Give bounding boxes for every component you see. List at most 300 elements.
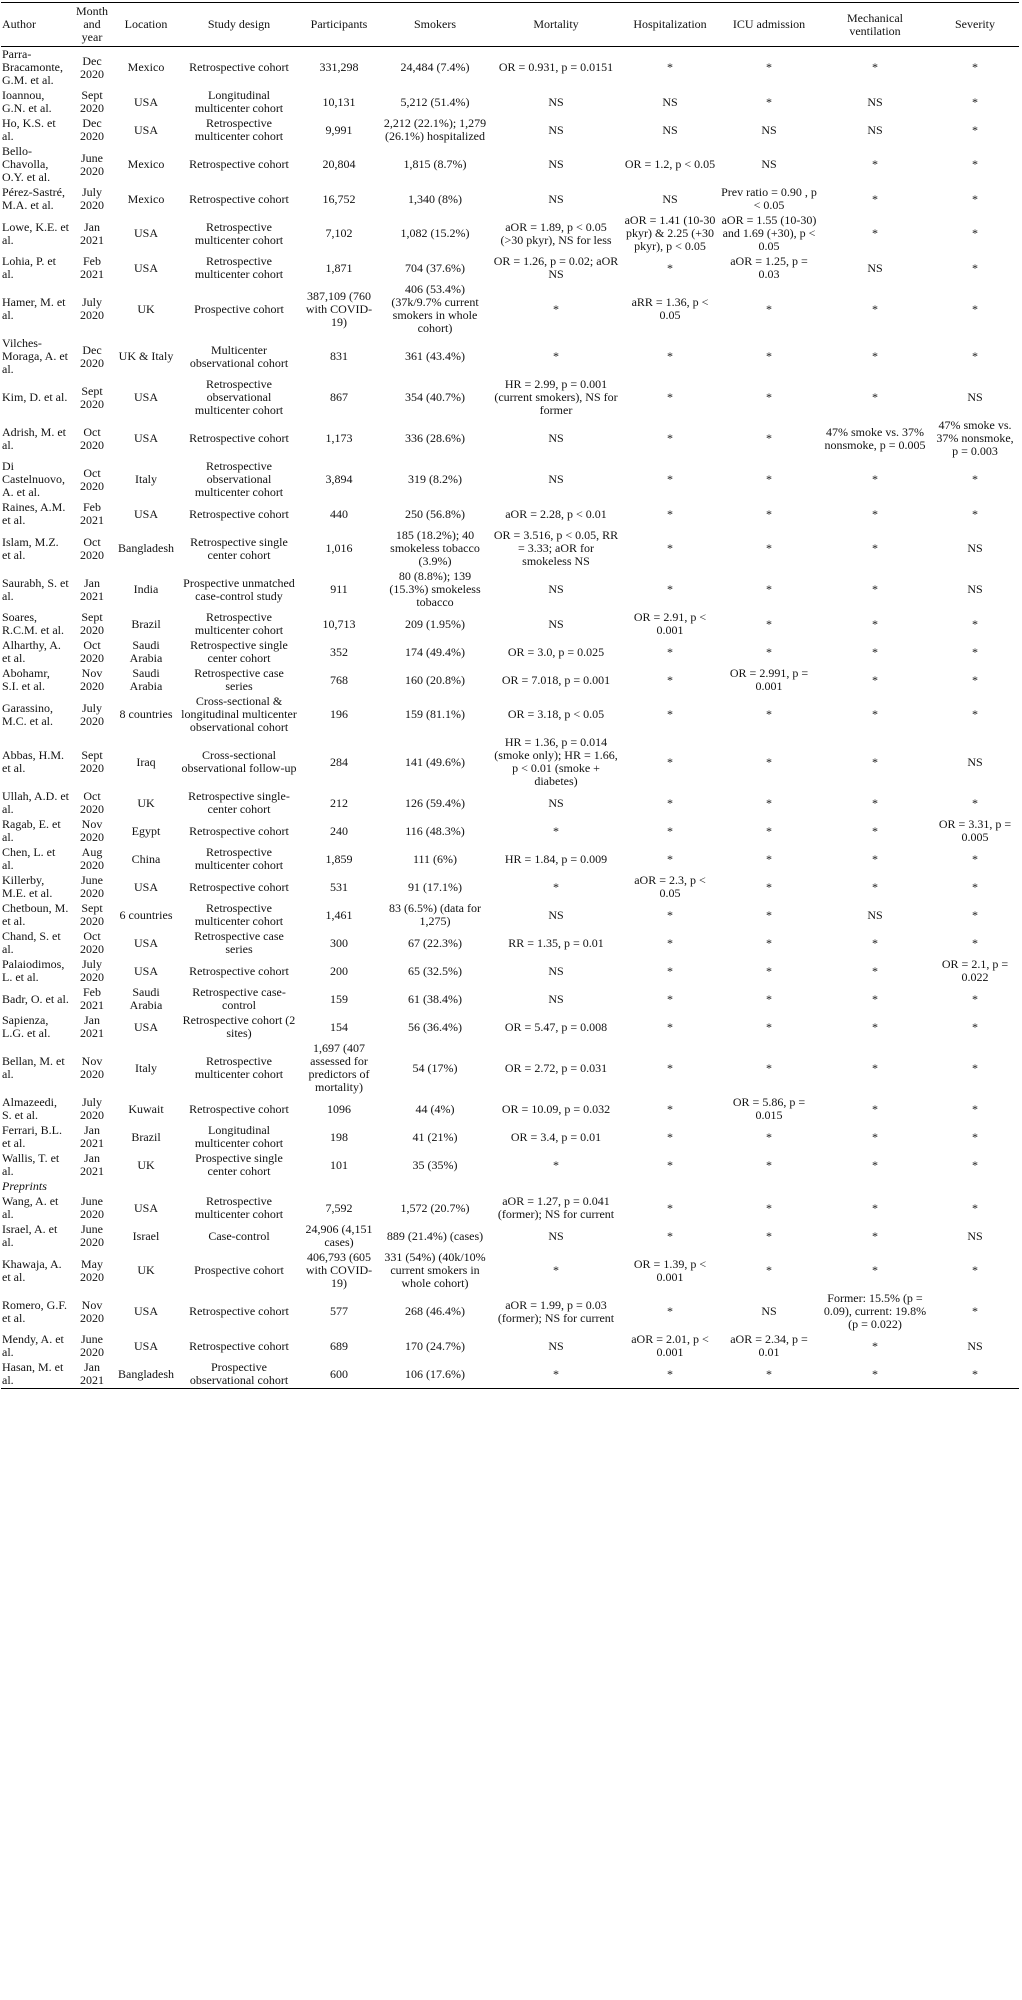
cell-study-design: Retrospective observational multicenter cohort: [194, 377, 284, 417]
cell-study-design: Retrospective cohort: [189, 506, 289, 521]
cell-mortality: *: [491, 1360, 621, 1389]
cell-hospitalization: aOR = 1.41 (10-30 pkyr) & 2.25 (+30 pkyr), p < 0.05: [624, 213, 716, 253]
cell-participants: 352: [330, 644, 348, 659]
cell-mortality: NS: [548, 795, 564, 810]
table-row: [1, 1194, 1019, 1222]
cell-study-design: Cross-sectional observational follow-up: [181, 748, 297, 775]
cell-study-design: Cross-sectional & longitudinal multicenter observational cohort: [181, 694, 297, 734]
cell-icu-admission: aOR = 1.55 (10-30) and 1.69 (+30), p < 0.05: [721, 213, 817, 253]
cell-location: Saudi Arabia: [129, 985, 163, 1012]
cell-participants: 406,793 (605 with COVID-19): [305, 1250, 373, 1290]
cell-author: Romero, G.F. et al.: [2, 1297, 68, 1325]
cell-smokers: 126 (59.4%): [405, 795, 465, 810]
table-row: [1, 569, 1019, 610]
cell-severity: NS: [967, 582, 983, 596]
cell-hospitalization: *: [667, 1200, 673, 1215]
cell-severity: *: [972, 707, 978, 721]
cell-hospitalization: *: [667, 991, 673, 1006]
cell-hospitalization: *: [667, 1228, 673, 1243]
cell-icu-admission: *: [766, 349, 772, 363]
cell-smokers: 704 (37.6%): [405, 260, 465, 275]
cell-icu-admission: *: [766, 60, 772, 74]
cell-mechanical-ventilation: *: [872, 60, 878, 74]
table-row: [1, 213, 1019, 254]
cell-participants: 212: [330, 795, 348, 810]
cell-study-design: Retrospective multicenter cohort: [194, 116, 284, 143]
cell-icu-admission: *: [766, 1200, 772, 1215]
table-row: [1, 47, 1019, 89]
cell-severity: *: [972, 94, 978, 109]
cell-severity: *: [972, 506, 978, 521]
cell-participants: 831: [330, 349, 348, 363]
cell-icu-admission: OR = 5.86, p = 0.015: [732, 1095, 806, 1122]
cell-mechanical-ventilation: 47% smoke vs. 37% nonsmoke, p = 0.005: [824, 424, 926, 452]
cell-participants: 768: [330, 672, 348, 687]
cell-severity: NS: [967, 390, 983, 404]
header-severity: Severity: [931, 3, 1019, 47]
cell-month-year: July 2020: [80, 295, 104, 322]
cell-smokers: 91 (17.1%): [408, 879, 462, 894]
header-participants: Participants: [299, 3, 379, 47]
cell-author: Alharthy, A. et al.: [2, 638, 61, 665]
cell-author: Killerby, M.E. et al.: [2, 873, 53, 900]
cell-mortality: OR = 2.72, p = 0.031: [504, 1060, 608, 1075]
cell-mechanical-ventilation: *: [872, 541, 878, 555]
cell-month-year: Feb 2021: [80, 500, 104, 527]
cell-hospitalization: *: [667, 1019, 673, 1034]
cell-mortality: HR = 2.99, p = 0.001 (current smokers), NS for former: [494, 377, 618, 417]
cell-author: Abbas, H.M. et al.: [2, 748, 64, 775]
cell-severity: *: [972, 991, 978, 1006]
cell-mechanical-ventilation: *: [872, 1200, 878, 1215]
cell-smokers: 331 (54%) (40k/10% current smokers in whole cohort): [384, 1250, 486, 1290]
cell-study-design: Longitudinal multicenter cohort: [194, 88, 284, 115]
cell-location: USA: [133, 260, 158, 275]
cell-icu-admission: *: [766, 754, 772, 769]
cell-month-year: June 2020: [80, 1222, 104, 1249]
cell-smokers: 65 (32.5%): [408, 963, 462, 978]
cell-mechanical-ventilation: *: [872, 1129, 878, 1144]
table-row: [1, 185, 1019, 213]
cell-mortality: aOR = 1.89, p < 0.05 (>30 pkyr), NS for less: [500, 219, 612, 247]
table-row: [1, 735, 1019, 789]
table-row: [1, 1123, 1019, 1151]
cell-mortality: NS: [548, 616, 564, 631]
table-row: [1, 282, 1019, 336]
cell-smokers: 35 (35%): [412, 1157, 458, 1172]
cell-mechanical-ventilation: NS: [867, 94, 883, 109]
cell-participants: 200: [330, 963, 348, 978]
cell-severity: *: [972, 122, 978, 137]
cell-author: Chen, L. et al.: [2, 845, 56, 872]
cell-author: Raines, A.M. et al.: [2, 500, 66, 527]
cell-mechanical-ventilation: *: [872, 1060, 878, 1075]
cell-study-design: Retrospective multicenter cohort: [194, 1194, 284, 1221]
cell-author: Wang, A. et al.: [2, 1194, 59, 1221]
cell-location: 6 countries: [119, 907, 173, 922]
cell-month-year: May 2020: [80, 1256, 104, 1284]
cell-icu-admission: *: [766, 582, 772, 596]
cell-mechanical-ventilation: *: [872, 390, 878, 404]
cell-month-year: July 2020: [80, 957, 104, 984]
cell-author: Soares, R.C.M. et al.: [2, 610, 64, 637]
cell-mortality: OR = 10.09, p = 0.032: [501, 1101, 611, 1116]
cell-icu-admission: *: [766, 1019, 772, 1034]
cell-severity: *: [972, 795, 978, 810]
table-row: [1, 901, 1019, 929]
cell-smokers: 185 (18.2%); 40 smokeless tobacco (3.9%): [390, 528, 480, 568]
cell-mechanical-ventilation: NS: [867, 907, 883, 922]
table-row: [1, 1095, 1019, 1123]
table-row: [1, 418, 1019, 459]
cell-participants: 7,592: [325, 1200, 353, 1215]
cell-mechanical-ventilation: *: [872, 754, 878, 769]
cell-month-year: Nov 2020: [80, 666, 104, 693]
cell-location: Iraq: [136, 754, 156, 769]
cell-mortality: *: [553, 823, 559, 838]
cell-mortality: NS: [548, 94, 564, 109]
header-mechanical-ventilation: Mechanical ventilation: [819, 3, 931, 47]
cell-mechanical-ventilation: *: [872, 644, 878, 659]
cell-smokers: 160 (20.8%): [405, 672, 465, 687]
cell-hospitalization: *: [667, 260, 673, 275]
cell-participants: 101: [330, 1157, 348, 1172]
cell-mortality: aOR = 1.99, p = 0.03 (former); NS for current: [497, 1297, 615, 1325]
cell-smokers: 141 (49.6%): [405, 754, 465, 769]
cell-icu-admission: *: [766, 644, 772, 659]
section-row-preprints: [1, 1179, 1019, 1194]
cell-smokers: 250 (56.8%): [405, 506, 465, 521]
cell-author: Chand, S. et al.: [2, 929, 61, 956]
cell-severity: *: [972, 616, 978, 631]
header-icu-admission: ICU admission: [719, 3, 819, 47]
cell-mechanical-ventilation: *: [872, 472, 878, 486]
cell-study-design: Retrospective cohort: [189, 963, 289, 978]
table-row: [1, 957, 1019, 985]
cell-smokers: 80 (8.8%); 139 (15.3%) smokeless tobacco: [389, 569, 481, 609]
cell-hospitalization: *: [667, 935, 673, 950]
cell-author: Ferrari, B.L. et al.: [2, 1123, 62, 1150]
cell-mortality: NS: [548, 963, 564, 978]
cell-severity: *: [972, 1157, 978, 1172]
cell-icu-admission: *: [766, 1060, 772, 1075]
cell-severity: *: [972, 907, 978, 922]
cell-month-year: Dec 2020: [80, 342, 104, 370]
table-row: [1, 985, 1019, 1013]
cell-author: Hasan, M. et al.: [1, 1360, 71, 1389]
cell-participants: 531: [330, 879, 348, 894]
header-mortality: Mortality: [491, 3, 621, 47]
cell-icu-admission: *: [766, 472, 772, 486]
cell-location: Italy: [135, 1060, 157, 1075]
cell-severity: OR = 3.31, p = 0.005: [938, 817, 1012, 844]
cell-smokers: 1,572 (20.7%): [400, 1200, 470, 1215]
cell-icu-admission: NS: [761, 122, 777, 137]
cell-study-design: Retrospective cohort: [189, 1304, 289, 1318]
cell-study-design: Retrospective cohort: [189, 431, 289, 445]
cell-smokers: 159 (81.1%): [405, 707, 465, 721]
cell-month-year: June 2020: [80, 1332, 104, 1359]
cell-mechanical-ventilation: *: [872, 1157, 878, 1172]
cell-location: USA: [133, 935, 158, 950]
cell-mechanical-ventilation: *: [872, 157, 878, 171]
cell-hospitalization: NS: [662, 191, 678, 206]
cell-icu-admission: *: [766, 431, 772, 445]
cell-location: USA: [133, 506, 158, 521]
cell-severity: NS: [967, 1228, 983, 1243]
cell-smokers: 67 (22.3%): [408, 935, 462, 950]
cell-icu-admission: *: [766, 506, 772, 521]
cell-hospitalization: *: [667, 1157, 673, 1172]
cell-smokers: 170 (24.7%): [405, 1338, 465, 1353]
cell-mechanical-ventilation: *: [872, 616, 878, 631]
cell-mechanical-ventilation: *: [872, 823, 878, 838]
cell-study-design: Retrospective single center cohort: [190, 534, 288, 562]
table-row: [1, 254, 1019, 282]
cell-hospitalization: NS: [662, 122, 678, 137]
cell-location: UK: [137, 301, 155, 316]
cell-mechanical-ventilation: *: [872, 1338, 878, 1353]
header-study-design: Study design: [179, 3, 299, 47]
cell-month-year: Feb 2021: [80, 985, 104, 1012]
cell-hospitalization: *: [667, 1129, 673, 1144]
cell-month-year: Jan 2021: [80, 219, 104, 247]
cell-mechanical-ventilation: *: [872, 1101, 878, 1116]
cell-location: USA: [133, 122, 158, 137]
cell-severity: NS: [967, 541, 983, 555]
studies-table: [1, 2, 1019, 1389]
cell-participants: 331,298: [319, 60, 359, 74]
cell-severity: NS: [967, 1338, 983, 1353]
cell-participants: 1096: [327, 1101, 351, 1116]
cell-location: Mexico: [127, 157, 165, 171]
table-body: [1, 47, 1019, 1389]
cell-participants: 577: [330, 1304, 348, 1318]
cell-study-design: Retrospective multicenter cohort: [194, 901, 284, 928]
cell-study-design: Retrospective multicenter cohort: [194, 845, 284, 872]
cell-mortality: NS: [548, 472, 564, 486]
cell-location: 8 countries: [119, 707, 173, 721]
cell-participants: 1,697 (407 assessed for predictors of mortality): [308, 1041, 370, 1094]
cell-month-year: Oct 2020: [80, 465, 104, 493]
cell-location: China: [131, 851, 161, 866]
cell-mortality: NS: [548, 157, 564, 171]
cell-month-year: July 2020: [80, 700, 104, 728]
cell-month-year: Nov 2020: [80, 1297, 104, 1325]
cell-hospitalization: OR = 1.39, p < 0.001: [633, 1256, 707, 1284]
cell-mortality: OR = 3.0, p = 0.025: [507, 644, 605, 659]
header-location: Location: [113, 3, 179, 47]
cell-participants: 387,109 (760 with COVID-19): [305, 288, 373, 329]
cell-location: India: [133, 582, 159, 596]
cell-severity: *: [972, 472, 978, 486]
cell-study-design: Retrospective single center cohort: [190, 638, 288, 665]
cell-icu-admission: *: [766, 823, 772, 838]
cell-study-design: Retrospective multicenter cohort: [194, 610, 284, 637]
table-row: [1, 144, 1019, 185]
table-row: [1, 1332, 1019, 1360]
cell-severity: *: [972, 1263, 978, 1277]
cell-author: Bellan, M. et al.: [2, 1054, 65, 1081]
cell-mechanical-ventilation: *: [872, 506, 878, 521]
cell-participants: 20,804: [322, 157, 356, 171]
cell-participants: 911: [330, 582, 348, 596]
table-row: [1, 638, 1019, 666]
cell-icu-admission: *: [766, 851, 772, 866]
cell-mechanical-ventilation: *: [872, 795, 878, 810]
cell-month-year: Sept 2020: [80, 748, 104, 775]
cell-location: Kuwait: [128, 1101, 164, 1116]
cell-mortality: OR = 7.018, p = 0.001: [501, 672, 611, 687]
cell-mechanical-ventilation: *: [872, 935, 878, 950]
cell-smokers: 406 (53.4%) (37k/9.7% current smokers in whole cohort): [391, 282, 479, 335]
table-row: [1, 873, 1019, 901]
cell-hospitalization: *: [667, 541, 673, 555]
cell-icu-admission: aOR = 1.25, p = 0.03: [730, 254, 808, 281]
cell-icu-admission: *: [766, 390, 772, 404]
cell-icu-admission: *: [766, 991, 772, 1006]
cell-month-year: July 2020: [80, 185, 104, 212]
cell-author: Khawaja, A. et al.: [2, 1256, 62, 1284]
cell-month-year: Jan 2021: [80, 575, 104, 603]
table-row: [1, 377, 1019, 418]
cell-mortality: OR = 3.4, p = 0.01: [510, 1129, 602, 1144]
cell-severity: *: [972, 191, 978, 206]
table-row: [1, 88, 1019, 116]
cell-author: Kim, D. et al.: [2, 390, 68, 404]
cell-study-design: Prospective cohort: [194, 1263, 284, 1277]
cell-icu-admission: *: [766, 879, 772, 894]
table-row: [1, 1013, 1019, 1041]
cell-severity: *: [972, 1304, 978, 1318]
cell-severity: NS: [967, 754, 983, 769]
cell-author: Ragab, E. et al.: [2, 817, 61, 844]
cell-mortality: *: [553, 301, 559, 316]
cell-hospitalization: *: [667, 349, 673, 363]
cell-mortality: OR = 1.26, p = 0.02; aOR NS: [493, 254, 619, 281]
cell-hospitalization: aOR = 2.3, p < 0.05: [634, 873, 706, 900]
cell-study-design: Prospective unmatched case-control study: [183, 575, 295, 603]
cell-author: Lohia, P. et al.: [2, 254, 56, 281]
cell-author: Pérez-Sastré, M.A. et al.: [2, 185, 65, 212]
cell-hospitalization: *: [667, 672, 673, 687]
cell-smokers: 83 (6.5%) (data for 1,275): [389, 901, 481, 928]
cell-icu-admission: *: [766, 616, 772, 631]
header-hospitalization: Hospitalization: [621, 3, 719, 47]
cell-location: USA: [133, 1338, 158, 1353]
cell-participants: 1,173: [325, 431, 353, 445]
cell-month-year: Sept 2020: [80, 610, 104, 637]
cell-month-year: Sept 2020: [80, 88, 104, 115]
cell-author: Ullah, A.D. et al.: [2, 789, 69, 816]
cell-participants: 867: [330, 390, 348, 404]
cell-hospitalization: *: [667, 907, 673, 922]
cell-icu-admission: *: [766, 795, 772, 810]
cell-study-design: Retrospective multicenter cohort: [194, 219, 284, 247]
cell-icu-admission: aOR = 2.34, p = 0.01: [730, 1332, 808, 1359]
cell-location: USA: [133, 963, 158, 978]
cell-month-year: Aug 2020: [80, 845, 104, 872]
cell-author: Adrish, M. et al.: [2, 424, 66, 452]
cell-author: Mendy, A. et al.: [2, 1332, 64, 1359]
cell-mortality: aOR = 1.27, p = 0.041 (former); NS for current: [497, 1194, 615, 1221]
cell-mechanical-ventilation: *: [872, 1228, 878, 1243]
cell-smokers: 106 (17.6%): [379, 1360, 491, 1389]
cell-author: Di Castelnuovo, A. et al.: [2, 459, 65, 499]
cell-study-design: Retrospective case-control: [192, 985, 286, 1012]
cell-participants: 1,859: [325, 851, 353, 866]
cell-hospitalization: OR = 2.91, p < 0.001: [633, 610, 707, 637]
cell-study-design: Retrospective cohort: [189, 60, 289, 74]
cell-author: Bello-Chavolla, O.Y. et al.: [2, 144, 51, 184]
cell-author: Abohamr, S.I. et al.: [2, 666, 50, 693]
cell-mortality: NS: [548, 1338, 564, 1353]
cell-hospitalization: *: [667, 506, 673, 521]
cell-smokers: 174 (49.4%): [405, 644, 465, 659]
cell-hospitalization: *: [667, 431, 673, 445]
cell-author: Saurabh, S. et al.: [2, 575, 69, 603]
cell-icu-admission: NS: [761, 1304, 777, 1318]
table-row: [1, 929, 1019, 957]
cell-mortality: aOR = 2.28, p < 0.01: [505, 506, 607, 521]
cell-icu-admission: *: [766, 1263, 772, 1277]
cell-author: Israel, A. et al.: [2, 1222, 58, 1249]
cell-participants: 3,894: [325, 472, 353, 486]
cell-hospitalization: *: [667, 823, 673, 838]
cell-mechanical-ventilation: Former: 15.5% (p = 0.09), current: 19.8% (p = 0.022): [823, 1291, 927, 1331]
cell-participants: 198: [330, 1129, 348, 1144]
cell-study-design: Retrospective cohort: [189, 1338, 289, 1353]
cell-author: Wallis, T. et al.: [2, 1151, 60, 1178]
cell-hospitalization: *: [621, 1360, 719, 1389]
cell-participants: 10,713: [322, 616, 356, 631]
cell-mortality: NS: [548, 582, 564, 596]
cell-icu-admission: *: [766, 907, 772, 922]
cell-study-design: Retrospective multicenter cohort: [194, 254, 284, 281]
cell-month-year: Oct 2020: [80, 534, 104, 562]
header-month-year: Month and year: [71, 3, 113, 47]
table-row: [1, 610, 1019, 638]
cell-severity: *: [972, 1060, 978, 1075]
cell-mechanical-ventilation: *: [872, 707, 878, 721]
table-row: [1, 500, 1019, 528]
cell-mortality: NS: [548, 1228, 564, 1243]
cell-severity: *: [931, 1360, 1019, 1389]
cell-author: Chetboun, M. et al.: [2, 901, 69, 928]
cell-hospitalization: *: [667, 963, 673, 978]
cell-mortality: *: [553, 1157, 559, 1172]
cell-smokers: 209 (1.95%): [405, 616, 465, 631]
cell-participants: 24,906 (4,151 cases): [305, 1222, 373, 1249]
cell-location: UK: [137, 1263, 155, 1277]
cell-mortality: *: [553, 879, 559, 894]
cell-icu-admission: NS: [761, 157, 777, 171]
cell-smokers: 889 (21.4%) (cases): [386, 1228, 484, 1243]
cell-study-design: Retrospective cohort: [189, 157, 289, 171]
cell-participants: 159: [330, 991, 348, 1006]
cell-participants: 10,131: [322, 94, 356, 109]
cell-smokers: 361 (43.4%): [405, 349, 465, 363]
section-label: Preprints: [2, 1179, 47, 1193]
cell-mortality: RR = 1.35, p = 0.01: [508, 935, 604, 950]
cell-study-design: Prospective single center cohort: [195, 1151, 283, 1178]
cell-smokers: 116 (48.3%): [405, 823, 465, 838]
cell-location: Saudi Arabia: [129, 638, 163, 665]
cell-mechanical-ventilation: *: [872, 1019, 878, 1034]
cell-mortality: OR = 3.516, p < 0.05, RR = 3.33; aOR for smokeless NS: [493, 528, 619, 568]
cell-location: Saudi Arabia: [129, 666, 163, 693]
table-row: [1, 694, 1019, 735]
